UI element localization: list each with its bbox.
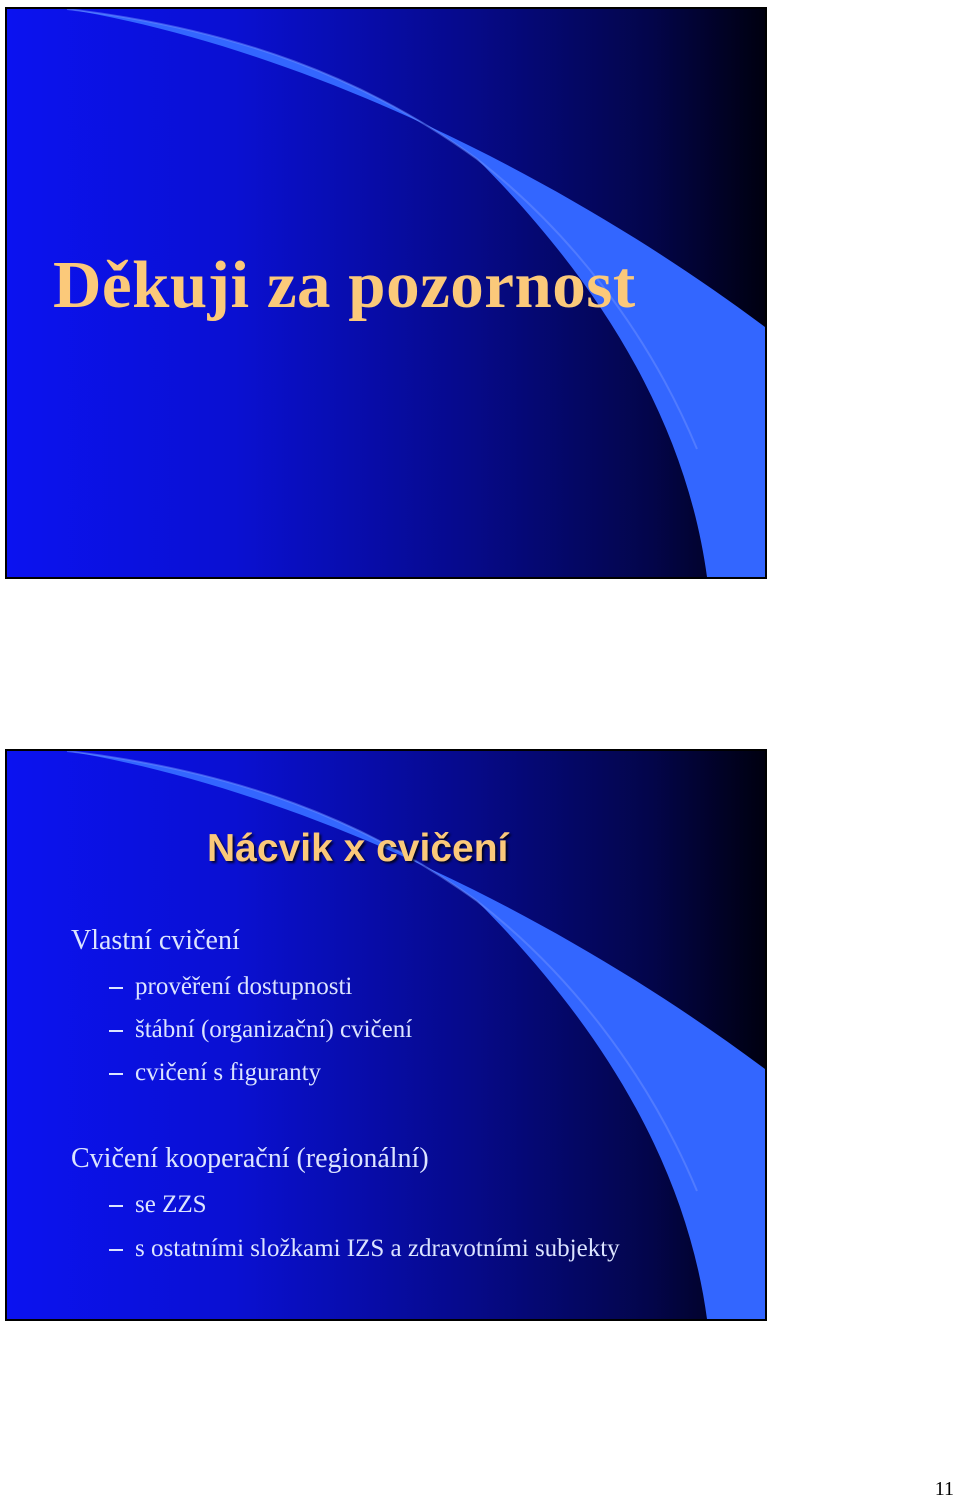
slide-thank-you bbox=[5, 7, 767, 579]
section-heading: Cvičení kooperační (regionální) bbox=[71, 1143, 429, 1174]
page-number: 11 bbox=[934, 1478, 954, 1500]
list-item: štábní (organizační) cvičení bbox=[109, 1016, 412, 1044]
list-item: se ZZS bbox=[109, 1191, 207, 1219]
slide-title: Nácvik x cvičení bbox=[207, 827, 509, 870]
dash-bullet-icon bbox=[109, 1249, 123, 1251]
list-item: prověření dostupnosti bbox=[109, 973, 352, 1001]
list-item: cvičení s figuranty bbox=[109, 1059, 321, 1087]
dash-bullet-icon bbox=[109, 1030, 123, 1032]
dash-bullet-icon bbox=[109, 987, 123, 989]
dash-bullet-icon bbox=[109, 1073, 123, 1075]
slide-nacvik bbox=[5, 749, 767, 1321]
slide-title: Děkuji za pozornost bbox=[53, 248, 636, 322]
list-item: s ostatními složkami IZS a zdravotními subjekty bbox=[109, 1235, 620, 1263]
section-heading: Vlastní cvičení bbox=[71, 925, 240, 956]
dash-bullet-icon bbox=[109, 1205, 123, 1207]
